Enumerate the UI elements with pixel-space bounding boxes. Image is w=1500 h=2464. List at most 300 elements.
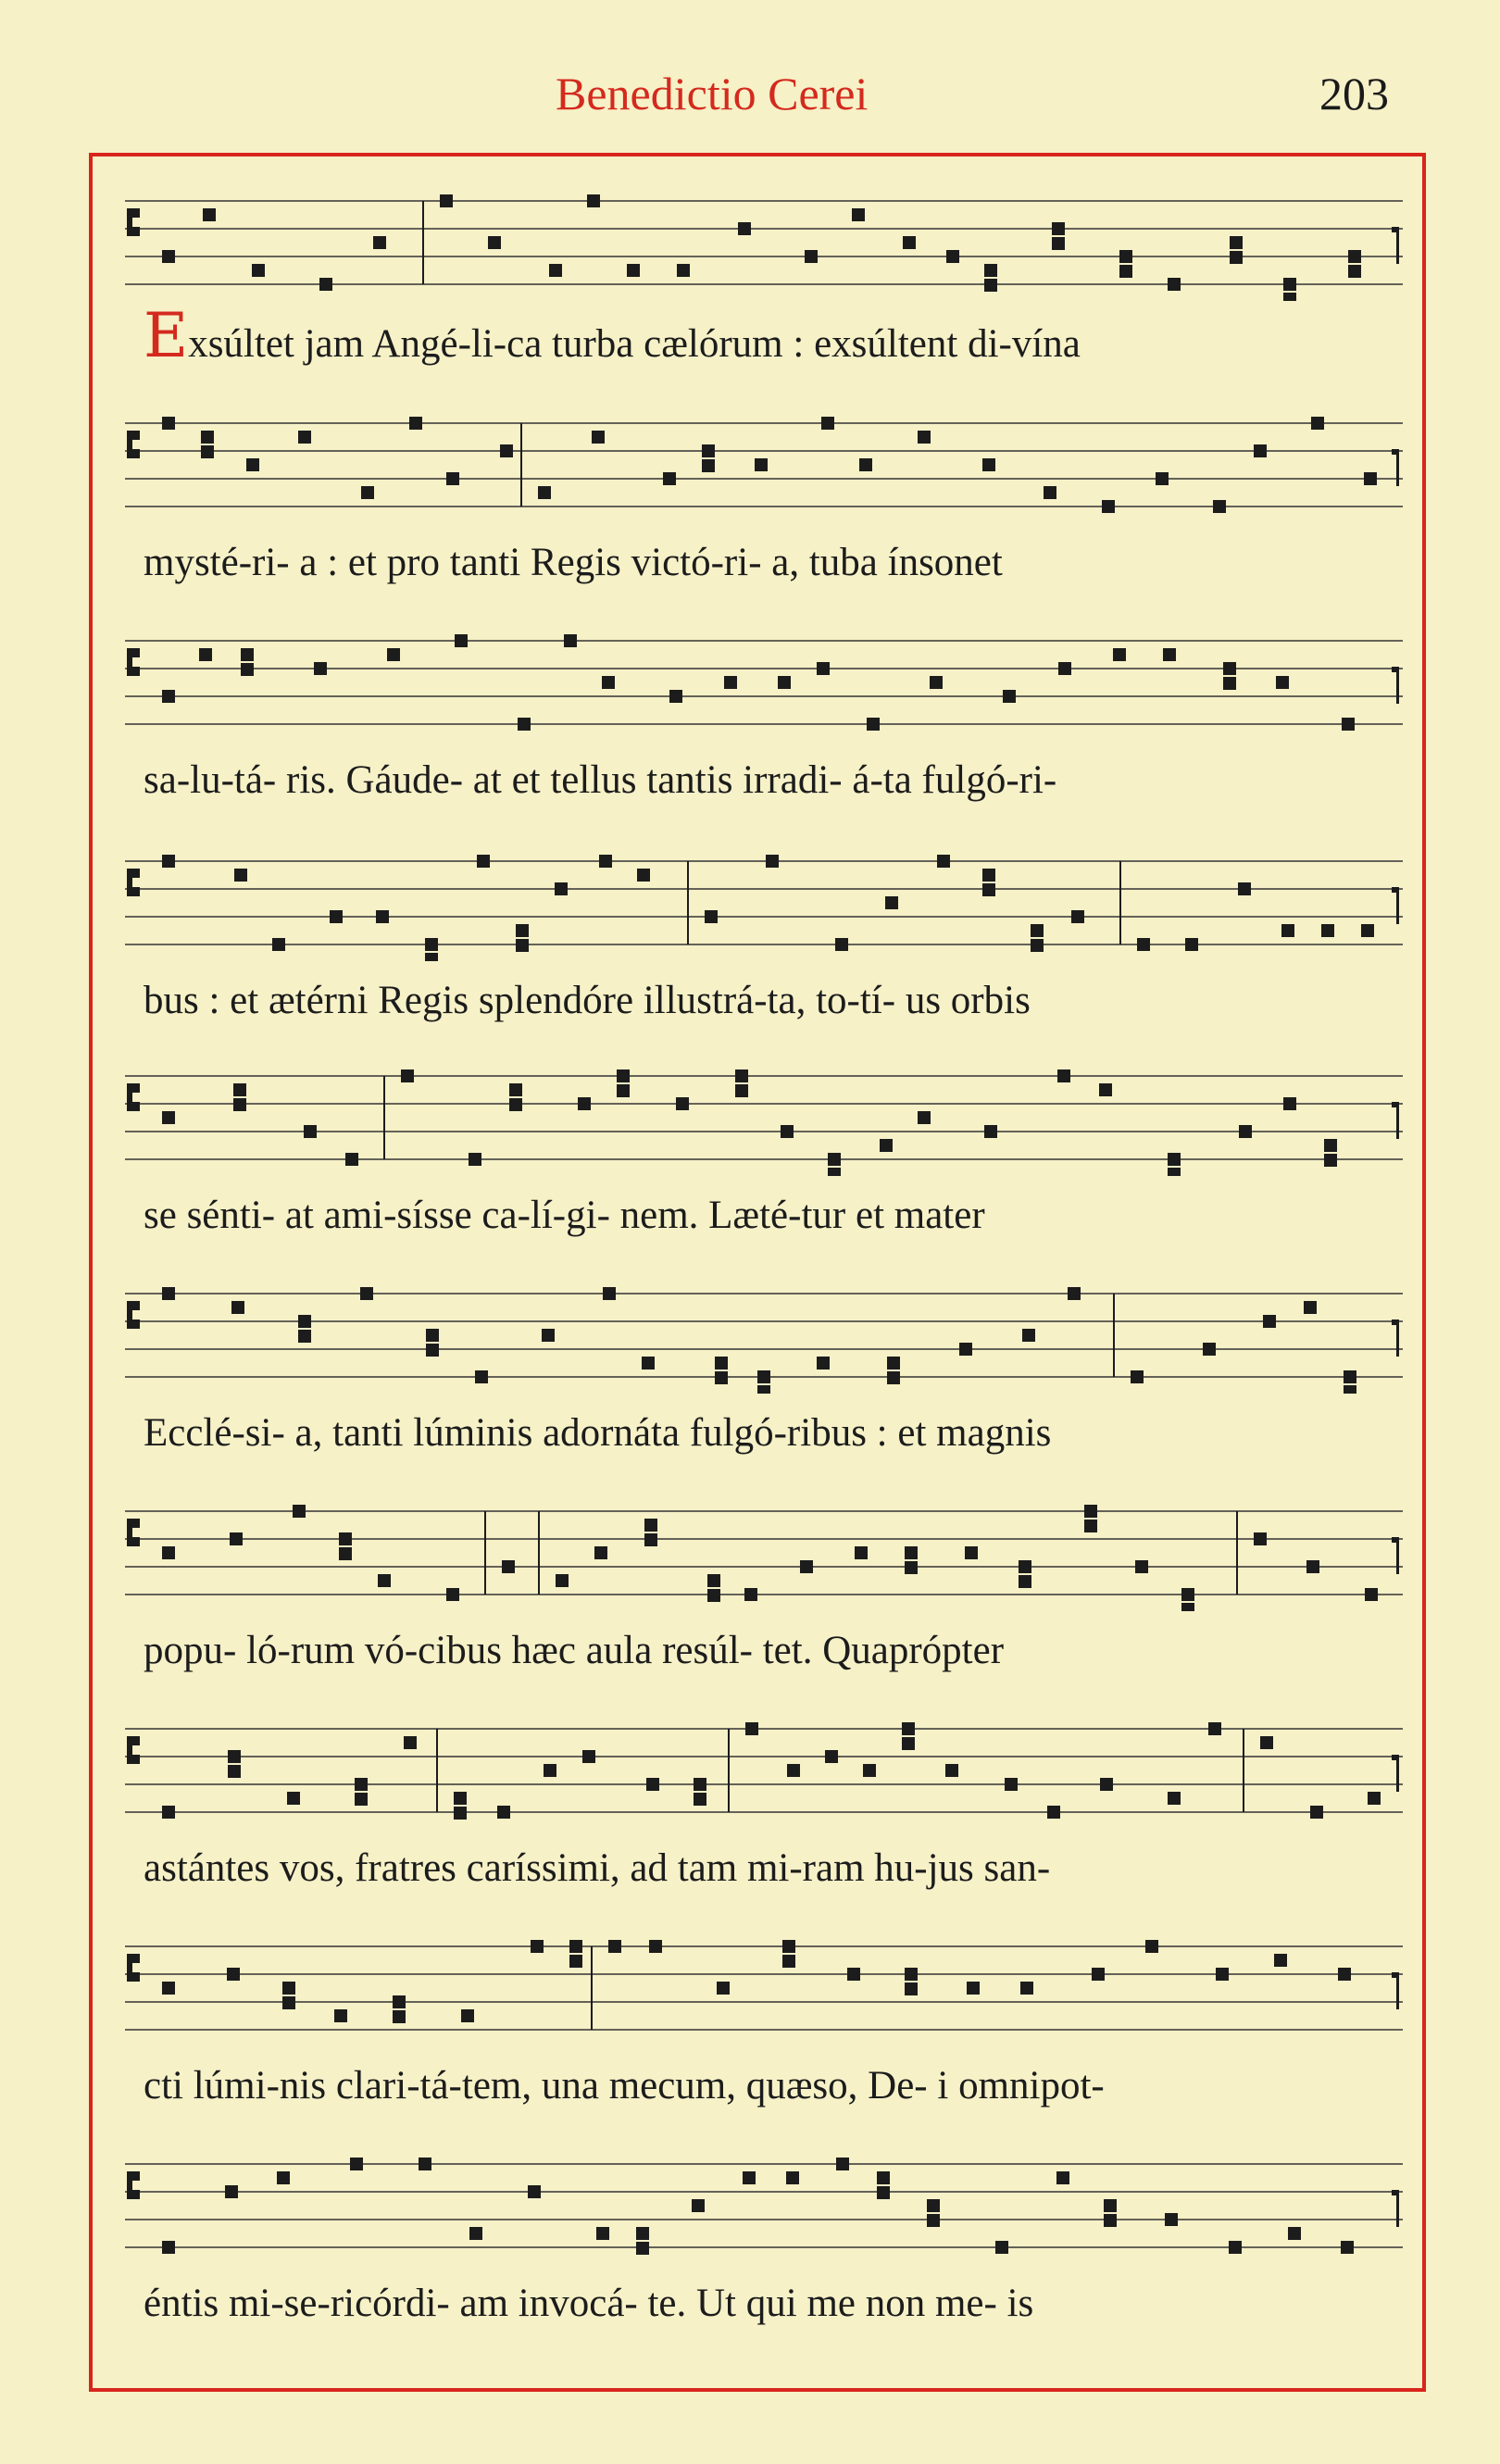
neume-punctum	[995, 2241, 1008, 2254]
neume-punctum	[587, 194, 600, 207]
neume-punctum	[817, 662, 830, 675]
neume-punctum	[319, 278, 332, 291]
neume-punctum	[967, 1982, 980, 1995]
neume-punctum	[426, 1329, 439, 1342]
neume-punctum	[902, 1722, 915, 1735]
neume-punctum	[578, 1097, 591, 1110]
neume-podatus	[1344, 1385, 1356, 1394]
neume-punctum	[162, 1111, 175, 1124]
neume-punctum	[440, 194, 453, 207]
neume-punctum	[828, 1153, 841, 1166]
neume-punctum	[225, 2185, 238, 2198]
neume-punctum	[201, 431, 214, 444]
neume-punctum	[1156, 472, 1169, 485]
neume-punctum	[755, 458, 768, 471]
neume-punctum	[1341, 2241, 1354, 2254]
neume-punctum	[1104, 2199, 1117, 2212]
page-header	[0, 57, 1500, 131]
neume-punctum	[1254, 1532, 1267, 1545]
neume-podatus	[715, 1371, 728, 1384]
neume-punctum	[1283, 278, 1296, 291]
neume-punctum	[627, 264, 640, 277]
neume-podatus	[905, 1982, 918, 1995]
neume-punctum	[469, 2227, 482, 2240]
neume-podatus	[1348, 265, 1361, 278]
neume-punctum	[821, 417, 834, 430]
neume-punctum	[162, 250, 175, 263]
neume-punctum	[918, 431, 931, 444]
neume-podatus	[425, 953, 438, 961]
custos-icon	[1392, 1972, 1399, 2009]
neume-punctum	[252, 264, 265, 277]
neume-punctum	[544, 1764, 556, 1777]
custos-icon	[1392, 2190, 1399, 2227]
neume-punctum	[782, 1940, 795, 1953]
lyric-line: se sénti- at ami-sísse ca-lí-gi- nem. Læté-tur et mater	[144, 1194, 985, 1237]
neume-punctum	[162, 690, 175, 703]
neume-punctum	[637, 869, 650, 882]
neume-punctum	[855, 1546, 868, 1559]
neume-punctum	[905, 1968, 918, 1981]
neume-podatus	[1019, 1575, 1031, 1588]
neume-punctum	[982, 458, 995, 471]
neume-punctum	[528, 2185, 541, 2198]
neume-punctum	[1213, 500, 1226, 513]
neume-punctum	[162, 1287, 175, 1300]
lyric-line: sa-lu-tá- ris. Gáude- at et tellus tantis irradi- á-ta fulgó-ri-	[144, 758, 1057, 802]
neume-punctum	[852, 208, 865, 221]
neume-punctum	[787, 1764, 800, 1777]
four-line-staff	[125, 1500, 1403, 1611]
page-number: 203	[1319, 68, 1389, 119]
neume-punctum	[1321, 924, 1334, 937]
custos-icon	[1392, 1537, 1399, 1574]
neume-punctum	[1145, 1940, 1158, 1953]
neume-punctum	[1368, 1792, 1381, 1805]
neume-punctum	[500, 444, 513, 457]
neume-punctum	[1263, 1315, 1276, 1328]
neume-podatus	[644, 1533, 657, 1546]
neume-punctum	[516, 924, 529, 937]
neume-punctum	[228, 1750, 241, 1763]
neume-punctum	[885, 896, 898, 909]
neume-podatus	[569, 1955, 582, 1968]
neume-punctum	[241, 648, 254, 661]
neume-punctum	[162, 1806, 175, 1819]
neume-punctum	[376, 910, 389, 923]
neume-podatus	[233, 1098, 246, 1111]
neume-podatus	[201, 445, 214, 458]
neume-punctum	[542, 1329, 555, 1342]
neume-punctum	[1052, 222, 1065, 235]
neume-punctum	[937, 855, 950, 868]
c-clef-icon	[127, 2171, 140, 2199]
neume-punctum	[1168, 278, 1181, 291]
neume-punctum	[717, 1982, 730, 1995]
neume-podatus	[282, 1996, 295, 2009]
neume-punctum	[1022, 1329, 1035, 1342]
neume-podatus	[636, 2242, 649, 2255]
neume-punctum	[1254, 444, 1267, 457]
neume-punctum	[1288, 2227, 1301, 2240]
neume-punctum	[287, 1792, 300, 1805]
neume-punctum	[745, 1722, 758, 1735]
neume-punctum	[339, 1532, 352, 1545]
neume-punctum	[1031, 924, 1044, 937]
neume-punctum	[1119, 250, 1132, 263]
neume-punctum	[705, 910, 718, 923]
neume-punctum	[1084, 1505, 1097, 1518]
neume-podatus	[355, 1793, 368, 1806]
custos-icon	[1392, 449, 1399, 486]
neume-punctum	[778, 676, 791, 689]
neume-punctum	[617, 1069, 630, 1082]
neume-punctum	[835, 938, 848, 951]
neume-punctum	[1223, 662, 1236, 675]
neume-podatus	[828, 1168, 841, 1176]
neume-podatus	[782, 1955, 795, 1968]
neume-punctum	[1203, 1343, 1216, 1356]
neume-punctum	[1348, 250, 1361, 263]
neume-punctum	[199, 648, 212, 661]
neume-punctum	[880, 1139, 893, 1152]
neume-punctum	[446, 1588, 459, 1601]
neume-podatus	[1283, 293, 1296, 301]
neume-punctum	[594, 1546, 607, 1559]
custos-icon	[1392, 887, 1399, 924]
neume-podatus	[694, 1793, 706, 1806]
neume-punctum	[608, 1940, 621, 1953]
neume-podatus	[228, 1765, 241, 1778]
neume-punctum	[425, 938, 438, 951]
neume-punctum	[1019, 1560, 1031, 1573]
neume-punctum	[475, 1370, 488, 1383]
neume-podatus	[905, 1561, 918, 1574]
neume-podatus	[1119, 265, 1132, 278]
neume-punctum	[1260, 1736, 1273, 1749]
neume-punctum	[502, 1560, 515, 1573]
neume-punctum	[203, 208, 216, 221]
neume-podatus	[298, 1330, 311, 1343]
neume-punctum	[1003, 690, 1016, 703]
neume-podatus	[454, 1807, 467, 1820]
neume-punctum	[825, 1750, 838, 1763]
neume-podatus	[1168, 1168, 1181, 1176]
neume-punctum	[345, 1153, 358, 1166]
lyric-line: cti lúmi-nis clari-tá-tem, una mecum, quæso, De- i omnipot-	[144, 2064, 1105, 2108]
neume-punctum	[603, 1287, 616, 1300]
neume-punctum	[707, 1574, 720, 1587]
neume-podatus	[426, 1344, 439, 1357]
neume-punctum	[1229, 2241, 1242, 2254]
neume-punctum	[599, 855, 612, 868]
neume-punctum	[538, 486, 551, 499]
neume-punctum	[556, 1574, 569, 1587]
neume-punctum	[1047, 1806, 1060, 1819]
neume-punctum	[877, 2171, 890, 2184]
neume-punctum	[692, 2199, 705, 2212]
neume-punctum	[569, 1940, 582, 1953]
neume-punctum	[1276, 676, 1289, 689]
neume-punctum	[518, 718, 531, 731]
custos-icon	[1392, 667, 1399, 704]
neume-punctum	[786, 2171, 799, 2184]
neume-punctum	[965, 1546, 978, 1559]
neume-punctum	[314, 662, 327, 675]
neume-punctum	[984, 1125, 997, 1138]
neume-podatus	[339, 1547, 352, 1560]
neume-punctum	[1304, 1301, 1317, 1314]
neume-punctum	[361, 486, 374, 499]
neume-punctum	[702, 444, 715, 457]
neume-punctum	[863, 1764, 876, 1777]
c-clef-icon	[127, 208, 140, 236]
c-clef-icon	[127, 1519, 140, 1546]
lyric-line: popu- ló-rum vó-cibus hæc aula resúl- tet. Quaprópter	[144, 1629, 1005, 1672]
neume-punctum	[387, 648, 400, 661]
c-clef-icon	[127, 1083, 140, 1111]
neume-punctum	[404, 1736, 417, 1749]
neume-punctum	[663, 472, 676, 485]
four-line-staff	[125, 2153, 1403, 2264]
neume-podatus	[1052, 237, 1065, 250]
neume-punctum	[1365, 1588, 1378, 1601]
neume-punctum	[859, 458, 872, 471]
neume-punctum	[1344, 1370, 1356, 1383]
neume-punctum	[350, 2158, 363, 2170]
neume-punctum	[1135, 1560, 1148, 1573]
c-clef-icon	[127, 648, 140, 676]
neume-punctum	[497, 1806, 510, 1819]
four-line-staff	[125, 1718, 1403, 1829]
neume-punctum	[1342, 718, 1355, 731]
neume-punctum	[744, 1588, 757, 1601]
lyric-line	[144, 300, 1403, 371]
neume-punctum	[1165, 2213, 1178, 2226]
neume-punctum	[592, 431, 605, 444]
neume-punctum	[1281, 924, 1294, 937]
neume-punctum	[743, 2171, 756, 2184]
neume-punctum	[805, 250, 818, 263]
neume-punctum	[1185, 938, 1198, 951]
neume-podatus	[877, 2186, 890, 2199]
running-title: Benedictio Cerei	[556, 68, 869, 119]
neume-punctum	[277, 2171, 290, 2184]
neume-podatus	[707, 1589, 720, 1602]
neume-punctum	[360, 1287, 373, 1300]
neume-punctum	[509, 1083, 522, 1096]
neume-podatus	[902, 1737, 915, 1750]
neume-punctum	[234, 869, 247, 882]
four-line-staff	[125, 630, 1403, 741]
c-clef-icon	[127, 431, 140, 458]
neume-punctum	[649, 1940, 662, 1953]
neume-podatus	[1223, 677, 1236, 690]
c-clef-icon	[127, 869, 140, 896]
neume-punctum	[162, 417, 175, 430]
neume-punctum	[1208, 1722, 1221, 1735]
neume-punctum	[781, 1125, 794, 1138]
neume-punctum	[1168, 1792, 1181, 1805]
rubric-initial: E	[144, 300, 189, 371]
neume-punctum	[409, 417, 422, 430]
neume-punctum	[162, 855, 175, 868]
neume-podatus	[927, 2214, 940, 2227]
neume-punctum	[930, 676, 943, 689]
neume-podatus	[887, 1371, 900, 1384]
neume-punctum	[1181, 1588, 1194, 1601]
neume-punctum	[298, 431, 311, 444]
neume-punctum	[1057, 1069, 1070, 1082]
neume-punctum	[162, 2241, 175, 2254]
neume-punctum	[469, 1153, 481, 1166]
four-line-staff	[125, 850, 1403, 961]
neume-punctum	[1338, 1968, 1351, 1981]
neume-podatus	[735, 1084, 748, 1097]
neume-podatus	[1031, 939, 1044, 952]
neume-punctum	[984, 264, 997, 277]
neume-punctum	[1058, 662, 1071, 675]
neume-punctum	[1068, 1287, 1081, 1300]
neume-podatus	[1104, 2214, 1117, 2227]
neume-podatus	[509, 1098, 522, 1111]
neume-punctum	[272, 938, 285, 951]
neume-podatus	[617, 1084, 630, 1097]
neume-punctum	[1230, 236, 1243, 249]
neume-punctum	[1311, 417, 1324, 430]
custos-icon	[1392, 1102, 1399, 1139]
neume-punctum	[231, 1301, 244, 1314]
c-clef-icon	[127, 1954, 140, 1982]
neume-punctum	[304, 1125, 317, 1138]
neume-punctum	[677, 264, 690, 277]
neume-podatus	[393, 2010, 406, 2023]
four-line-staff	[125, 1935, 1403, 2046]
neume-punctum	[1113, 648, 1126, 661]
neume-punctum	[334, 2009, 347, 2022]
neume-punctum	[946, 250, 959, 263]
neume-podatus	[241, 663, 254, 676]
neume-punctum	[905, 1546, 918, 1559]
neume-punctum	[1274, 1954, 1287, 1967]
neume-punctum	[1306, 1560, 1319, 1573]
neume-punctum	[945, 1764, 958, 1777]
neume-punctum	[1044, 486, 1056, 499]
neume-podatus	[1230, 251, 1243, 264]
neume-punctum	[1361, 924, 1374, 937]
neume-punctum	[959, 1343, 972, 1356]
neume-punctum	[230, 1532, 243, 1545]
custos-icon	[1392, 1320, 1399, 1357]
neume-punctum	[676, 1097, 689, 1110]
neume-punctum	[1020, 1982, 1033, 1995]
neume-punctum	[454, 1792, 467, 1805]
neume-punctum	[646, 1778, 659, 1791]
neume-punctum	[355, 1778, 368, 1791]
neume-punctum	[162, 1982, 175, 1995]
neume-punctum	[1099, 1083, 1112, 1096]
custos-icon	[1392, 1755, 1399, 1792]
neume-punctum	[596, 2227, 609, 2240]
neume-punctum	[488, 236, 501, 249]
neume-punctum	[694, 1778, 706, 1791]
lyric-line: éntis mi-se-ricórdi- am invocá- te. Ut qui me non me- is	[144, 2282, 1034, 2325]
neume-punctum	[1056, 2171, 1069, 2184]
neume-punctum	[867, 718, 880, 731]
neume-punctum	[735, 1069, 748, 1082]
neume-punctum	[1092, 1968, 1105, 1981]
neume-punctum	[757, 1370, 770, 1383]
neume-podatus	[702, 459, 715, 472]
neume-punctum	[669, 690, 682, 703]
neume-punctum	[1238, 882, 1251, 895]
neume-punctum	[1239, 1125, 1252, 1138]
neume-podatus	[516, 939, 529, 952]
neume-punctum	[715, 1357, 728, 1370]
neume-punctum	[373, 236, 386, 249]
neume-punctum	[293, 1505, 306, 1518]
four-line-staff	[125, 190, 1403, 301]
neume-punctum	[887, 1357, 900, 1370]
neume-punctum	[1005, 1778, 1018, 1791]
neume-punctum	[446, 472, 459, 485]
neume-punctum	[455, 634, 468, 647]
neume-podatus	[982, 883, 995, 896]
neume-punctum	[477, 855, 490, 868]
neume-punctum	[162, 1546, 175, 1559]
neume-punctum	[1324, 1139, 1337, 1152]
neume-punctum	[724, 676, 737, 689]
neume-punctum	[1310, 1806, 1323, 1819]
neume-punctum	[555, 882, 568, 895]
neume-podatus	[1084, 1520, 1097, 1532]
neume-punctum	[233, 1083, 246, 1096]
neume-punctum	[330, 910, 343, 923]
neume-punctum	[549, 264, 562, 277]
neume-punctum	[738, 222, 751, 235]
neume-punctum	[1137, 938, 1150, 951]
four-line-staff	[125, 1282, 1403, 1394]
neume-punctum	[378, 1574, 391, 1587]
neume-punctum	[836, 2158, 849, 2170]
neume-punctum	[1131, 1370, 1144, 1383]
neume-punctum	[642, 1357, 655, 1370]
lyric-line: bus : et ætérni Regis splendóre illustrá-ta, to-tí- us orbis	[144, 979, 1031, 1022]
neume-punctum	[1163, 648, 1176, 661]
neume-punctum	[393, 1995, 406, 2008]
neume-punctum	[1216, 1968, 1229, 1981]
neume-podatus	[984, 279, 997, 292]
neume-podatus	[757, 1385, 770, 1394]
neume-punctum	[419, 2158, 431, 2170]
c-clef-icon	[127, 1736, 140, 1764]
neume-punctum	[564, 634, 577, 647]
neume-punctum	[602, 676, 615, 689]
neume-punctum	[298, 1315, 311, 1328]
neume-punctum	[461, 2009, 474, 2022]
neume-podatus	[1324, 1154, 1337, 1167]
neume-punctum	[918, 1111, 931, 1124]
lyric-text: xsúltet jam Angé-li-ca turba cælórum : exsúltent di-vína	[188, 322, 1081, 366]
neume-punctum	[766, 855, 779, 868]
lyric-line: astántes vos, fratres caríssimi, ad tam mi-ram hu-jus san-	[144, 1846, 1051, 1890]
neume-punctum	[903, 236, 916, 249]
neume-podatus	[1181, 1603, 1194, 1611]
neume-punctum	[644, 1519, 657, 1532]
lyric-line: Ecclé-si- a, tanti lúminis adornáta fulgó-ribus : et magnis	[144, 1411, 1052, 1455]
c-clef-icon	[127, 1301, 140, 1329]
neume-punctum	[847, 1968, 860, 1981]
